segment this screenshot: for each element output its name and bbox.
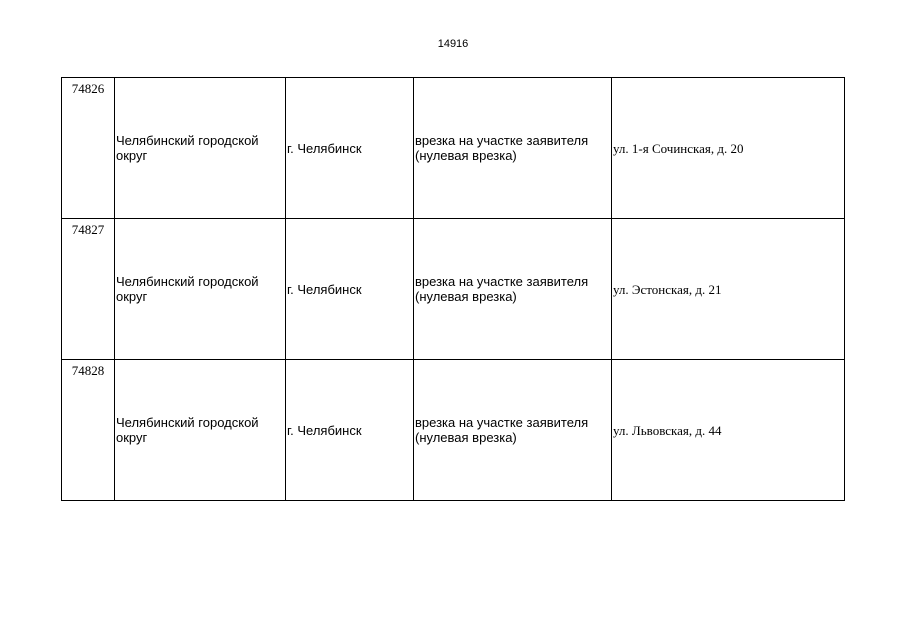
row-id: 74826 [71,81,105,96]
district-text: Челябинский городской округ [116,415,259,445]
district-text: Челябинский городской округ [116,274,259,304]
district-cell [115,360,286,501]
city-text: г. Челябинск [287,281,362,297]
address-cell [612,78,845,219]
city-cell [286,219,414,360]
city-text: г. Челябинск [287,422,362,438]
connection-type-text: врезка на участке заявителя (нулевая врезка) [415,274,589,304]
address-text: ул. Эстонская, д. 21 [613,281,722,297]
page-number: 14916 [437,38,469,50]
connection-type-cell [414,78,612,219]
city-text: г. Челябинск [287,140,362,156]
row-id: 74828 [71,363,105,378]
table-row [62,78,845,219]
district-cell [115,219,286,360]
registry-table [61,77,845,501]
connection-type-text: врезка на участке заявителя (нулевая врезка) [415,133,589,163]
address-cell [612,360,845,501]
row-id-cell [62,78,115,219]
connection-type-text: врезка на участке заявителя (нулевая врезка) [415,415,589,445]
row-id-cell [62,360,115,501]
city-cell [286,360,414,501]
address-text: ул. Львовская, д. 44 [613,422,722,438]
table-row [62,360,845,501]
row-id-cell [62,219,115,360]
row-id: 74827 [71,222,105,237]
city-cell [286,78,414,219]
address-cell [612,219,845,360]
connection-type-cell [414,219,612,360]
connection-type-cell [414,360,612,501]
district-text: Челябинский городской округ [116,133,259,163]
table-row [62,219,845,360]
address-text: ул. 1-я Сочинская, д. 20 [613,140,744,156]
district-cell [115,78,286,219]
